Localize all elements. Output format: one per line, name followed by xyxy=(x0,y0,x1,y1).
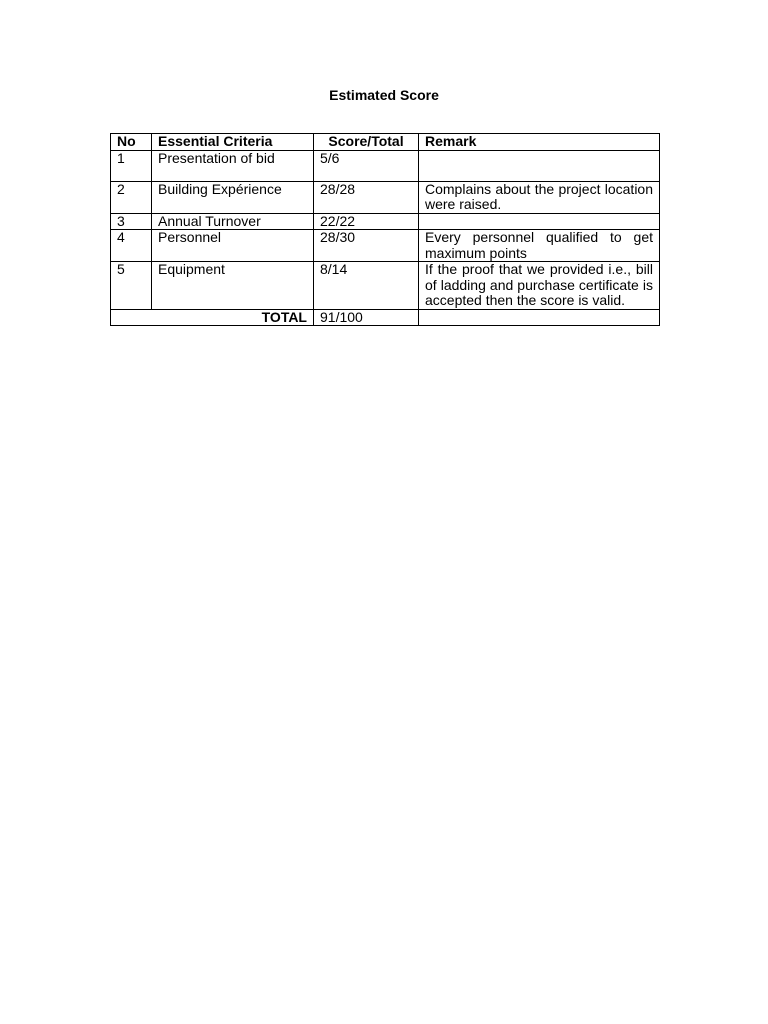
header-remark: Remark xyxy=(419,134,660,151)
total-row xyxy=(111,309,660,326)
score-table xyxy=(110,133,660,326)
row-no: 4 xyxy=(111,230,152,262)
row-no: 2 xyxy=(111,181,152,213)
row-criteria: Presentation of bid xyxy=(152,150,314,181)
document-title: Estimated Score xyxy=(329,87,439,103)
total-score: 91/100 xyxy=(314,309,419,326)
row-criteria: Building Expérience xyxy=(152,181,314,213)
row-score: 28/30 xyxy=(314,230,419,262)
row-criteria: Equipment xyxy=(152,262,314,310)
table-row xyxy=(111,213,660,230)
row-remark: If the proof that we provided i.e., bill of ladding and purchase certificate is accepted then the score is valid. xyxy=(419,262,660,310)
table-row xyxy=(111,181,660,213)
row-remark xyxy=(419,150,660,181)
row-no: 5 xyxy=(111,262,152,310)
table-row xyxy=(111,150,660,181)
header-no: No xyxy=(111,134,152,151)
row-score: 8/14 xyxy=(314,262,419,310)
header-essential-criteria: Essential Criteria xyxy=(152,134,314,151)
row-remark: Every personnel qualified to get maximum points xyxy=(419,230,660,262)
row-score: 28/28 xyxy=(314,181,419,213)
row-no: 1 xyxy=(111,150,152,181)
row-score: 22/22 xyxy=(314,213,419,230)
table-header-row xyxy=(111,134,660,151)
row-criteria: Personnel xyxy=(152,230,314,262)
total-label-text: TOTAL xyxy=(261,308,307,325)
table-row xyxy=(111,262,660,310)
row-remark xyxy=(419,213,660,230)
row-remark: Complains about the project location were raised. xyxy=(419,181,660,213)
total-remark xyxy=(419,309,660,326)
total-label xyxy=(111,309,314,326)
table-row xyxy=(111,230,660,262)
row-no: 3 xyxy=(111,213,152,230)
header-score-total: Score/Total xyxy=(314,134,419,151)
row-criteria: Annual Turnover xyxy=(152,213,314,230)
row-score: 5/6 xyxy=(314,150,419,181)
